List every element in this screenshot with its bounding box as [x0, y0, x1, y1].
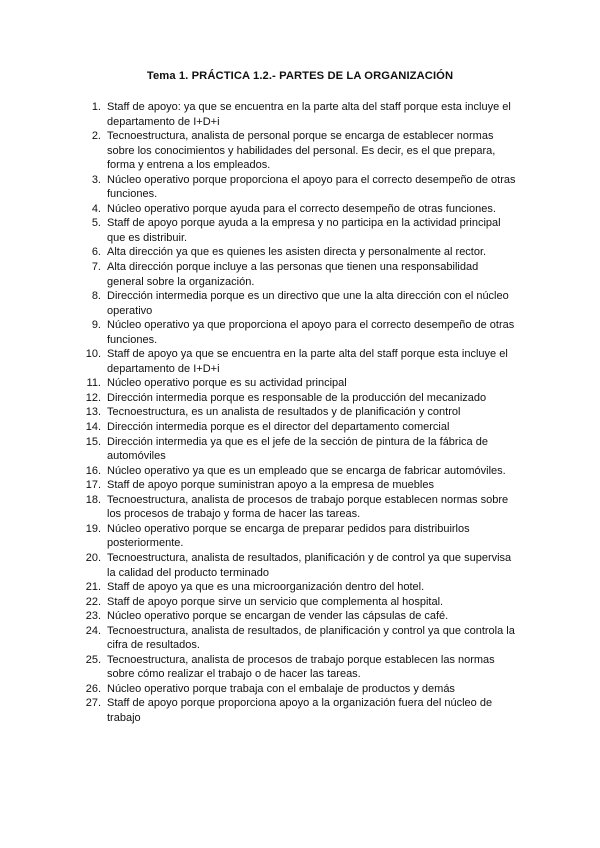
- list-item-number: 12.: [85, 391, 101, 404]
- list-item: [85, 464, 517, 479]
- list-item-number: 25.: [85, 653, 101, 666]
- list-item: [85, 493, 517, 522]
- document-title: Tema 1. PRÁCTICA 1.2.- PARTES DE LA ORGANIZACIÓN: [146, 70, 454, 82]
- list-item-number: 17.: [85, 479, 101, 492]
- list-item-text: Tecnoestructura, analista de resultados, de planificación y control ya que controla la cifra de resultados.: [107, 624, 515, 652]
- list-item: [91, 260, 517, 289]
- list-item-text: Staff de apoyo ya que es una microorganización dentro del hotel.: [107, 581, 425, 594]
- list-item-text: Núcleo operativo porque se encargan de vender las cápsulas de café.: [107, 610, 449, 623]
- list-item-number: 16.: [85, 464, 101, 477]
- list-item: [85, 391, 517, 406]
- list-item-number: 3.: [91, 173, 101, 186]
- list-item-number: 21.: [85, 581, 101, 594]
- list-item-text: Núcleo operativo porque se encarga de preparar pedidos para distribuirlos posteriormente.: [107, 522, 470, 550]
- list-item-number: 1.: [91, 101, 101, 113]
- list-item: [91, 245, 517, 260]
- list-item-number: 2.: [91, 130, 101, 143]
- list-item-text: Dirección intermedia porque es el director del departamento comercial: [107, 421, 450, 434]
- list-item-text: Dirección intermedia porque es un directivo que une la alta dirección con el núcleo operativo: [107, 290, 509, 317]
- list-item-text: Staff de apoyo: ya que se encuentra en la parte alta del staff porque esta incluye el departamento de I+D+i: [107, 101, 511, 128]
- list-item-number: 24.: [85, 624, 101, 637]
- list-item: [85, 653, 517, 682]
- answer-list: [85, 100, 517, 726]
- list-item: [85, 522, 517, 551]
- list-item-number: 18.: [85, 493, 101, 506]
- list-item-text: Tecnoestructura, analista de resultados, planificación y de control ya que supervisa la calidad del producto terminado: [107, 551, 512, 579]
- list-item-text: Staff de apoyo ya que se encuentra en la parte alta del staff porque esta incluye el departamento de I+D+i: [107, 348, 508, 375]
- list-item-text: Tecnoestructura, analista de procesos de trabajo porque establecen las normas sobre cómo realizar el trabajo o de hacer las tareas.: [107, 653, 495, 681]
- list-item-text: Núcleo operativo porque trabaja con el embalaje de productos y demás: [107, 682, 455, 695]
- list-item-text: Núcleo operativo ya que proporciona el apoyo para el correcto desempeño de otras funciones.: [107, 319, 515, 346]
- list-item-number: 26.: [85, 682, 101, 695]
- list-item-number: 20.: [85, 551, 101, 564]
- list-item-number: 19.: [85, 522, 101, 535]
- list-item: [85, 696, 517, 725]
- list-item: [91, 129, 517, 173]
- list-item-text: Staff de apoyo porque suministran apoyo a la empresa de muebles: [107, 479, 434, 492]
- list-item: [91, 173, 517, 202]
- list-item: [85, 551, 517, 580]
- list-item: [85, 609, 517, 624]
- list-item-number: 22.: [85, 595, 101, 608]
- list-item: [91, 202, 517, 217]
- list-item-number: 11.: [86, 377, 101, 390]
- list-item-number: 27.: [85, 697, 101, 710]
- list-item-text: Núcleo operativo porque es su actividad principal: [107, 377, 347, 390]
- list-item: [85, 420, 517, 435]
- list-item-text: Dirección intermedia ya que es el jefe de la sección de pintura de la fábrica de automóviles: [107, 435, 488, 463]
- list-item-text: Alta dirección ya que es quienes les asisten directa y personalmente al rector.: [107, 246, 487, 259]
- list-item-text: Staff de apoyo porque sirve un servicio que complementa al hospital.: [107, 595, 444, 608]
- list-item-text: Staff de apoyo porque proporciona apoyo a la organización fuera del núcleo de trabajo: [107, 697, 493, 724]
- list-item: [91, 100, 517, 129]
- list-item-number: 6.: [91, 246, 101, 259]
- list-item: [91, 289, 517, 318]
- list-item: [85, 595, 517, 610]
- list-item-text: Tecnoestructura, es un analista de resultados y de planificación y control: [107, 406, 461, 419]
- list-item-text: Núcleo operativo porque ayuda para el correcto desempeño de otras funciones.: [107, 202, 496, 215]
- list-item-number: 4.: [91, 202, 101, 215]
- list-item-text: Tecnoestructura, analista de procesos de trabajo porque establecen normas sobre los procesos de trabajo y forma de hacer las tareas.: [107, 493, 509, 521]
- list-item: [85, 435, 517, 464]
- list-item-number: 7.: [91, 261, 101, 274]
- list-item: [85, 478, 517, 493]
- list-item-number: 8.: [91, 290, 101, 303]
- list-item: [85, 580, 517, 595]
- list-item-number: 15.: [85, 435, 101, 448]
- list-item: [85, 624, 517, 653]
- list-item: [86, 376, 517, 391]
- list-item-number: 14.: [85, 421, 101, 434]
- list-item-text: Núcleo operativo porque proporciona el apoyo para el correcto desempeño de otras funciones.: [107, 173, 516, 201]
- list-item: [91, 216, 517, 245]
- list-item-number: 13.: [85, 406, 101, 419]
- list-item: [85, 405, 517, 420]
- list-item-number: 9.: [91, 319, 101, 332]
- list-item-text: Staff de apoyo porque ayuda a la empresa y no participa en la actividad principal que es distribuir.: [107, 217, 501, 244]
- list-item-text: Tecnoestructura, analista de personal porque se encarga de establecer normas sobre los conocimientos y habilidades del personal. Es decir, es el que prepara, forma y entrena a los empleados.: [107, 130, 496, 172]
- list-item: [85, 682, 517, 697]
- list-item-number: 10.: [85, 348, 101, 361]
- list-item: [85, 347, 517, 376]
- list-item-text: Alta dirección porque incluye a las personas que tienen una responsabilidad general sobre la organización.: [107, 261, 479, 288]
- list-item-text: Dirección intermedia porque es responsable de la producción del mecanizado: [107, 391, 487, 404]
- list-item: [91, 318, 517, 347]
- list-item-number: 5.: [91, 217, 101, 230]
- list-item-number: 23.: [85, 610, 101, 623]
- list-item-text: Núcleo operativo ya que es un empleado que se encarga de fabricar automóviles.: [107, 464, 506, 477]
